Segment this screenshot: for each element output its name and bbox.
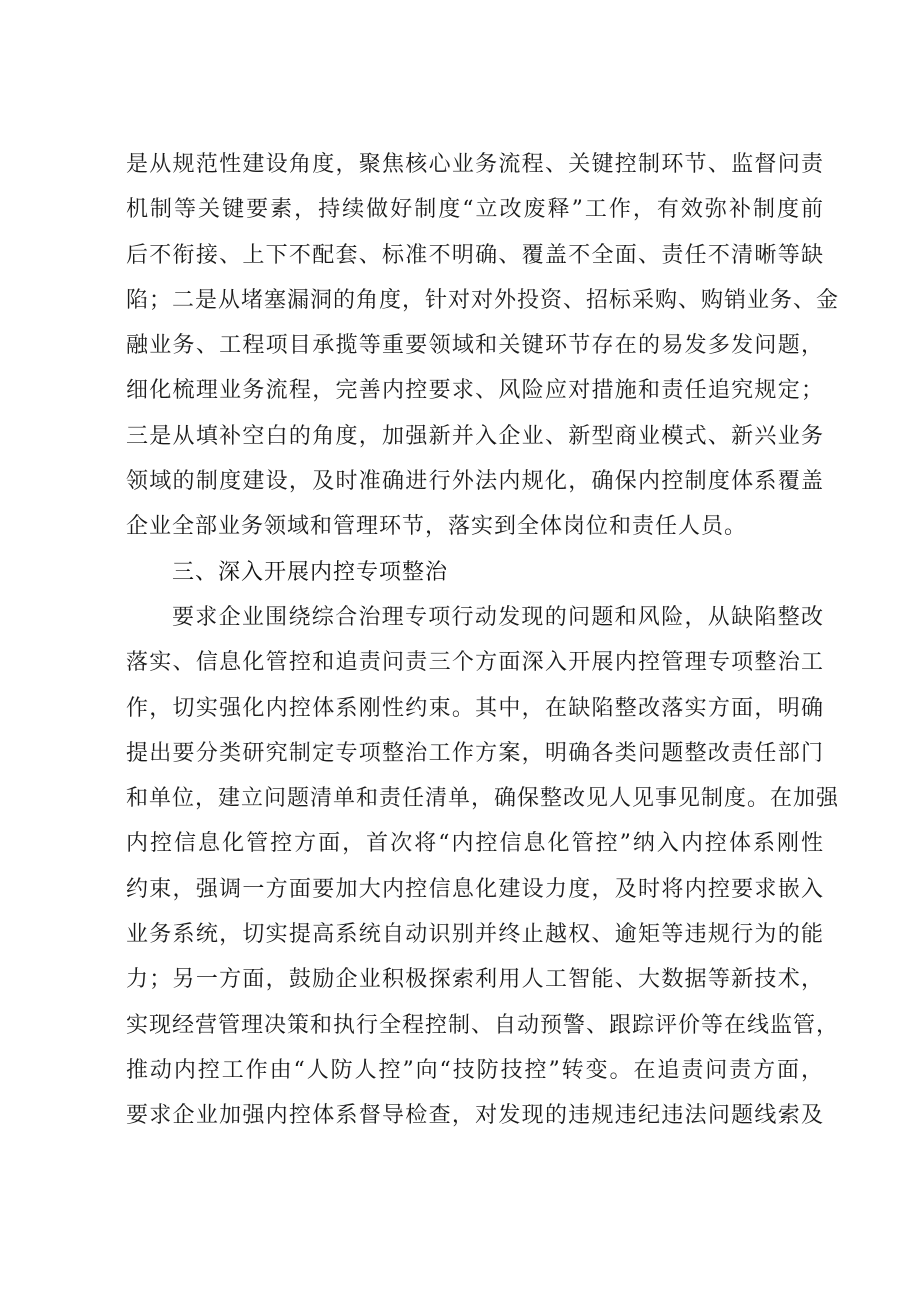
paragraph-line: 融业务、工程项目承揽等重要领域和关键环节存在的易发多发问题， [126,333,824,359]
paragraph-line: 是从规范性建设角度，聚焦核心业务流程、关键控制环节、监督问责 [126,152,824,177]
paragraph-line: 领域的制度建设，及时准确进行外法内规化，确保内控制度体系覆盖 [126,469,824,495]
paragraph-line: 三是从填补空白的角度，加强新并入企业、新型商业模式、新兴业务 [126,423,824,449]
paragraph-line: 业务系统，切实提高系统自动识别并终止越权、逾矩等违规行为的能 [126,922,824,948]
paragraph-line: 约束，强调一方面要加大内控信息化建设力度，及时将内控要求嵌入 [126,876,824,902]
document-body [126,142,840,1139]
paragraph-line: 和单位，建立问题清单和责任清单，确保整改见人见事见制度。在加强 [126,786,840,812]
paragraph-line: 要求企业加强内控体系督导检查，对发现的违规违纪违法问题线索及 [126,1103,824,1129]
paragraph-line: 陷；二是从堵塞漏洞的角度，针对对外投资、招标采购、购销业务、金 [126,287,840,313]
section-heading: 三、深入开展内控专项整治 [172,559,449,585]
paragraph-line: 要求企业围绕综合治理专项行动发现的问题和风险，从缺陷整改 [172,604,824,630]
paragraph-line: 作，切实强化内控体系刚性约束。其中，在缺陷整改落实方面，明确 [126,695,824,721]
paragraph-line: 内控信息化管控方面，首次将“内控信息化管控”纳入内控体系刚性 [126,831,824,857]
paragraph-line: 提出要分类研究制定专项整治工作方案，明确各类问题整改责任部门 [126,740,824,766]
paragraph-line: 落实、信息化管控和追责问责三个方面深入开展内控管理专项整治工 [126,650,824,676]
paragraph-line: 企业全部业务领域和管理环节，落实到全体岗位和责任人员。 [126,514,748,540]
paragraph-line: 细化梳理业务流程，完善内控要求、风险应对措施和责任追究规定； [126,378,824,404]
paragraph-line: 推动内控工作由“人防人控”向“技防技控”转变。在追责问责方面， [126,1057,824,1083]
paragraph-line: 力；另一方面，鼓励企业积极探索利用人工智能、大数据等新技术， [126,967,824,993]
paragraph-line: 机制等关键要素，持续做好制度“立改废释”工作，有效弥补制度前 [126,197,824,223]
paragraph-line: 后不衔接、上下不配套、标准不明确、覆盖不全面、责任不清晰等缺 [126,242,824,268]
paragraph-line: 实现经营管理决策和执行全程控制、自动预警、跟踪评价等在线监管， [126,1012,840,1038]
